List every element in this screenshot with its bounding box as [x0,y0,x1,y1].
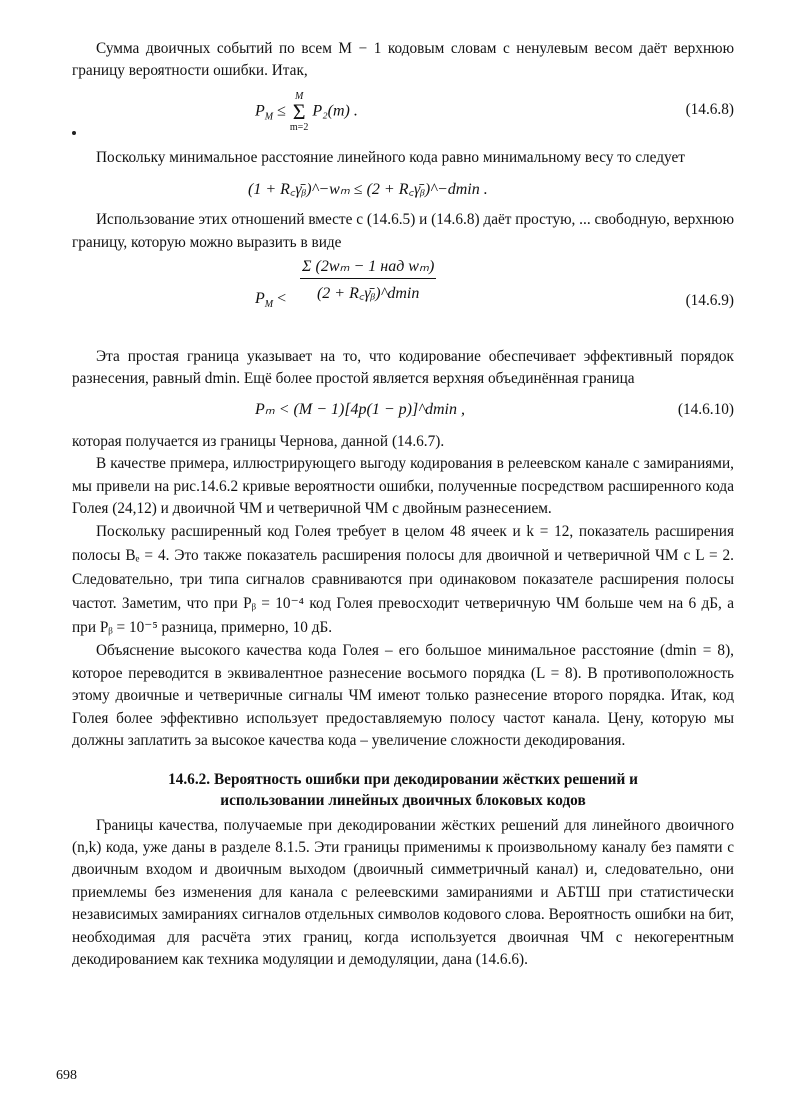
eq4-number: (14.6.10) [677,400,734,418]
eq3-fraction [300,256,436,303]
eq3-lhs: P [255,290,265,308]
eq1-lhs-sub: M [264,111,274,123]
equation-weights [72,169,734,209]
paragraph-1: Сумма двоичных событий по всем M − 1 кодовым словам с ненулевым весом даёт верхнюю границу вероятности ошибки. Итак, [72,40,734,80]
eq2-text: (1 + R꜀γ̄ᵦ)^−wₘ ≤ (2 + R꜀γ̄ᵦ)^−dmin . [248,181,488,199]
eq3-numerator: Σ (2wₘ − 1 над wₘ) [300,256,436,279]
paragraph-2: Поскольку минимальное расстояние линейного кода равно минимальному весу то следует [96,148,685,166]
eq3-lhs-sub: M [264,299,274,311]
paragraph-6: В качестве примера, иллюстрирующего выгоду кодирования в релеевском канале с замираниями, мы привели на рис.14.6.2 кривые вероятности ошибки, полученные посредством расширенного кода Голея (24,12) и двоичной ЧМ и четверичной ЧМ с двойным разнесением. [72,455,734,518]
section-heading [72,769,734,811]
equation-14-6-8 [72,83,734,141]
eq4-text: Pₘ < (M − 1)[4p(1 − p)]^dmin , [255,400,465,418]
equation-14-6-10 [72,391,734,431]
paragraph-9: Границы качества, получаемые при декодировании жёстких решений для линейного двоичного (n,k) кода, уже даны в разделе 8.1.5. Эти границы применимы к произвольному каналу без памяти с двоичным входом и двоичным выходом (двоичный симметричный канал) и, следовательно, они приемлемы без изменения для канала с релеевскими замираниями и АБТШ при статистически независимых замираниях сигналов отдельных символов кодового слова. Вероятность ошибки на бит, необходимая для расчёта этих границ, когда используется двоичная ЧМ с некогерентным декодированием как техника модуляции и демодуляции, дана (14.6.6). [72,816,734,968]
paragraph-8: Объяснение высокого качества кода Голея – его большое минимальное расстояние (dmin = 8), которое переводится в эквивалентное разнесение восьмого порядка (L = 8). В противоположность этому двоичные и четверичные сигналы ЧМ имеют только разнесение второго порядка. Итак, код Голея более эффективно использует предоставляемую полосу частот канала. Цену, которую мы должны заплатить за высокое качества кода – увеличение сложности декодирования. [72,642,734,750]
page-number: 698 [56,1068,77,1083]
heading-line-1: 14.6.2. Вероятность ошибки при декодировании жёстких решений и [168,770,638,788]
paragraph-4: Эта простая граница указывает на то, что кодирование обеспечивает эффективный порядок разнесения, равный dmin. Ещё более простой является верхняя объединённая граница [72,348,734,388]
heading-line-2: использовании линейных двоичных блоковых кодов [220,791,586,809]
eq1-number: (14.6.8) [685,100,734,118]
paragraph-3: Использование этих отношений вместе с (14.6.5) и (14.6.8) даёт простую, ... свободную, верхнюю границу, которую можно выразить в виде [72,211,734,251]
paragraph-5: которая получается из границы Чернова, данной (14.6.7). [72,432,445,450]
paragraph-7: Поскольку расширенный код Голея требует в целом 48 ячеек и k = 12, показатель расширения полосы Bₑ = 4. Это также показатель расширения полосы для двоичной и четверичной ЧМ с L = 2. Следовательно, три типа сигналов сравниваются при одинаковом показателе расширения полосы частот. Заметим, что при Pᵦ = 10⁻⁴ код Голея превосходит четверичную ЧМ больше чем на 6 дБ, а при Pᵦ = 10⁻⁵ разница, примерно, 10 дБ. [72,523,734,637]
eq1-sum-top: M [294,90,304,102]
eq1-relation: ≤ [277,102,286,120]
eq3-relation: < [277,290,287,308]
eq1-lhs: P [255,102,265,120]
page-body [72,38,734,971]
eq3-denominator: (2 + R꜀γ̄ᵦ)^dmin [316,285,420,303]
eq1-sum: M Σ m=2 [289,90,309,133]
eq3-number: (14.6.9) [685,292,734,310]
equation-14-6-9 [72,254,734,346]
eq1-body: P₂(m) . [312,102,358,120]
eq1-sum-bottom: m=2 [289,121,309,133]
